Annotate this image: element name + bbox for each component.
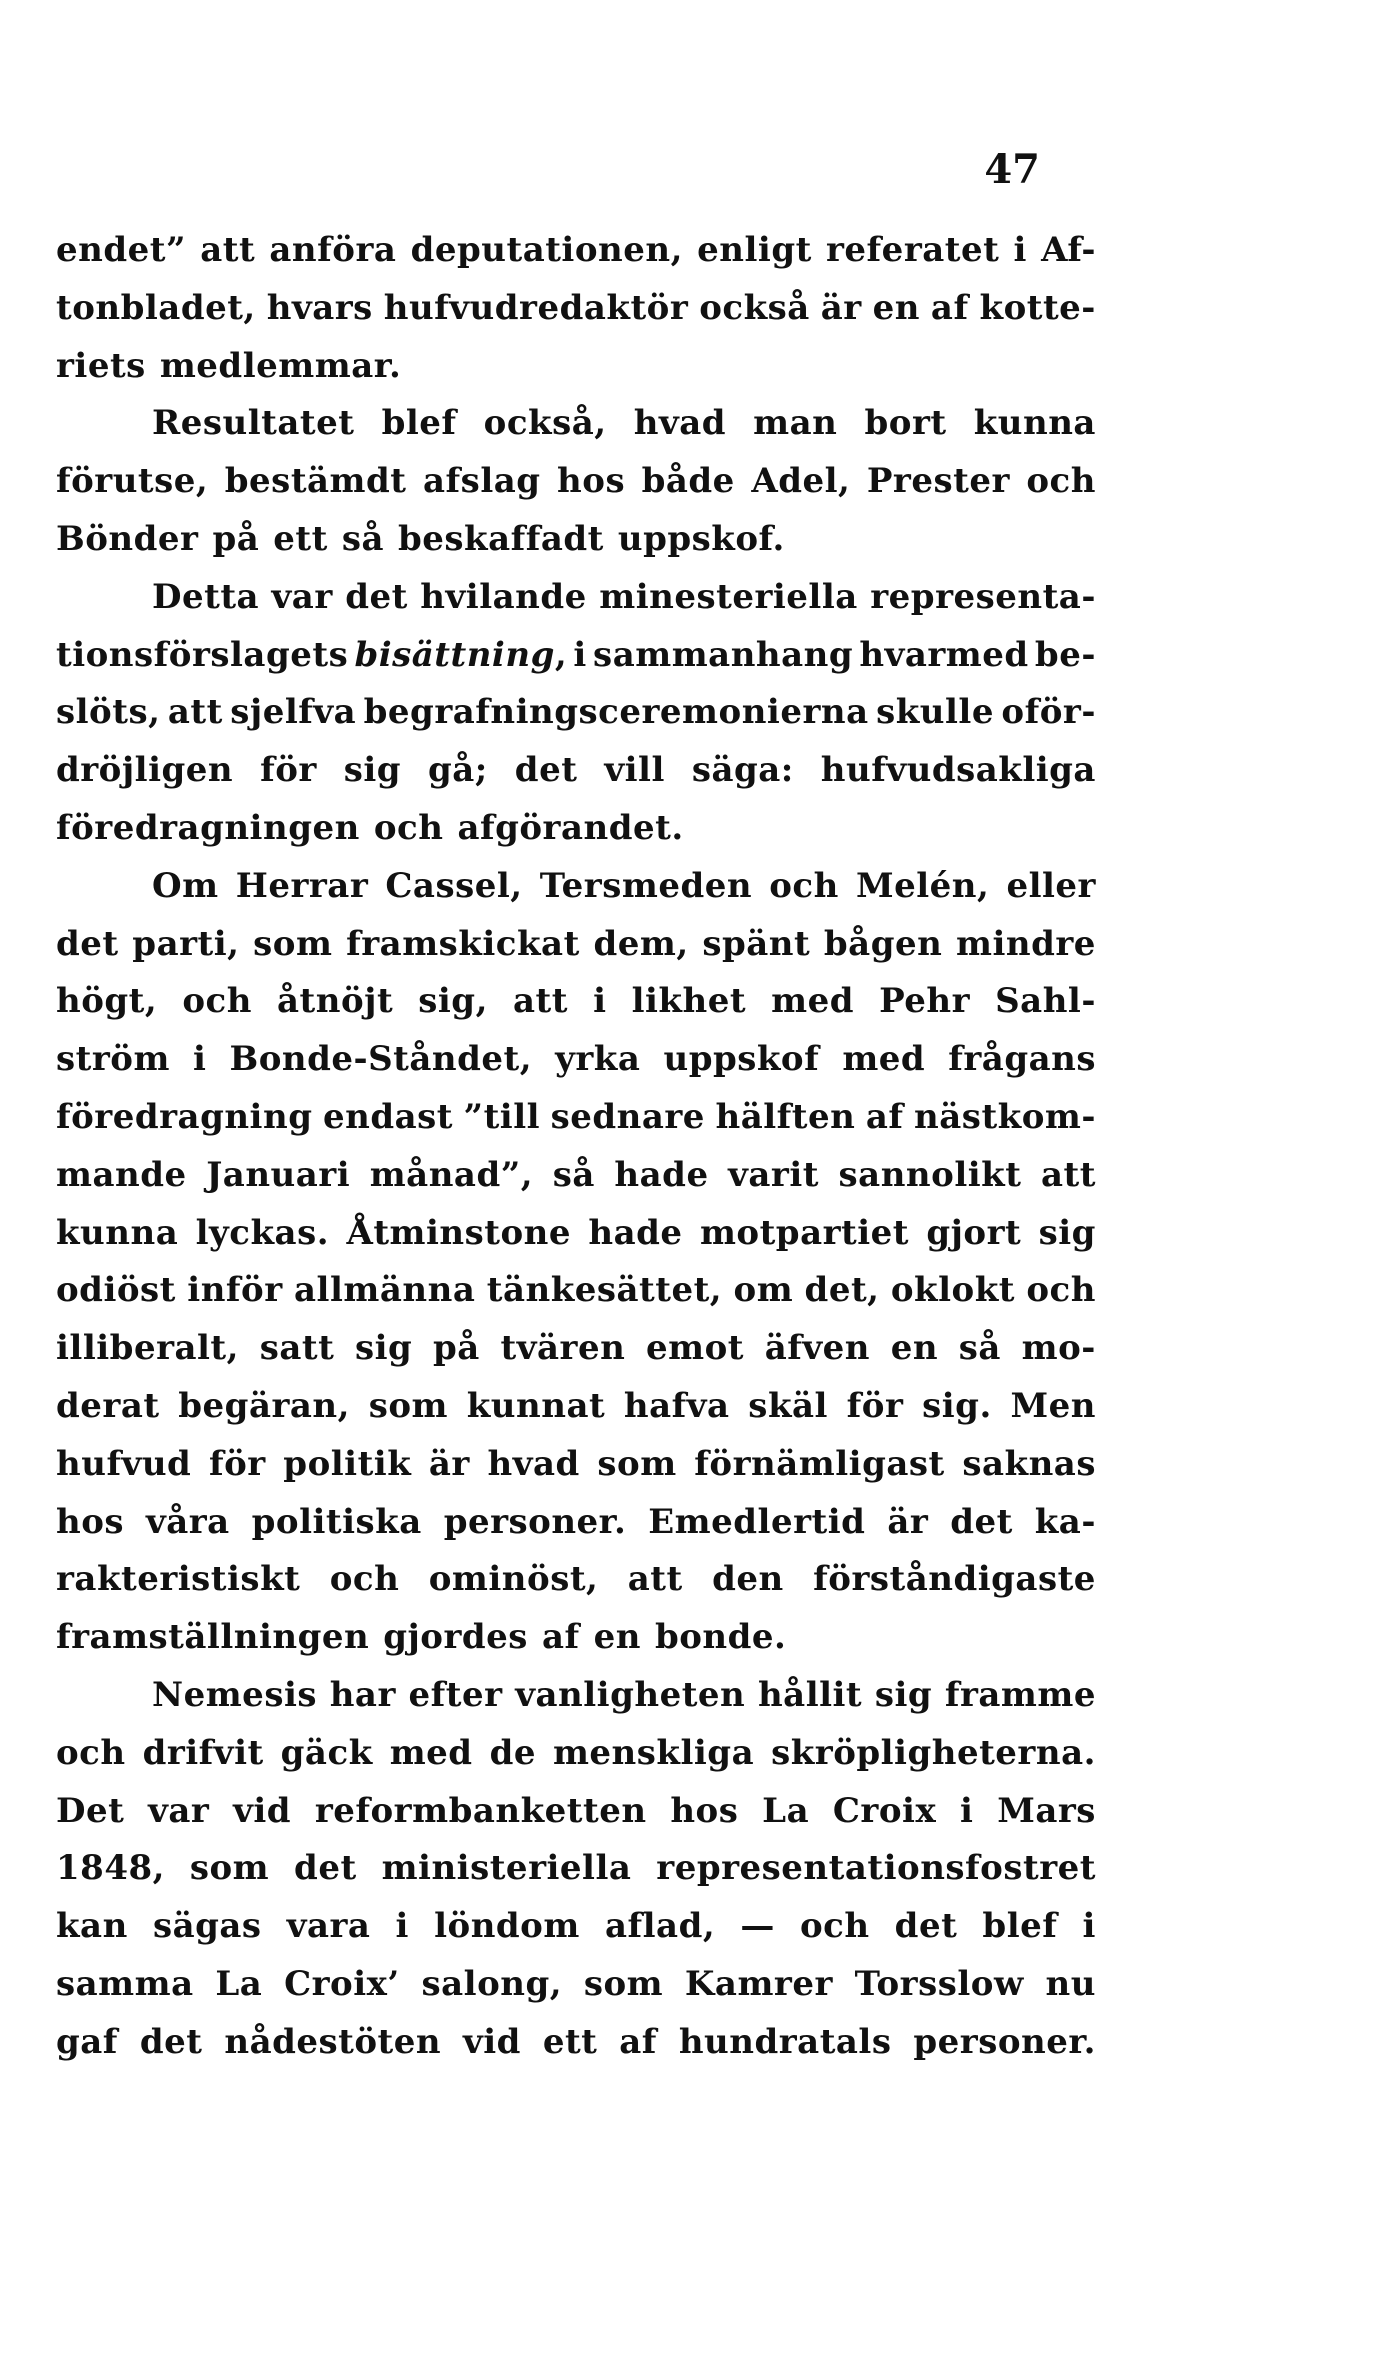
word: Nemesis <box>152 1674 318 1715</box>
word: menskliga <box>552 1732 755 1773</box>
word: och <box>769 865 839 906</box>
word: slöts, <box>56 692 161 733</box>
word: så <box>341 518 384 559</box>
word: satt <box>259 1328 335 1369</box>
word: hvilande <box>420 576 587 617</box>
word: afslag <box>423 461 541 502</box>
text-line <box>56 1956 1096 2014</box>
word: Af- <box>1041 230 1096 270</box>
word: förnämligast <box>694 1443 945 1484</box>
text-line <box>56 569 1096 627</box>
word: de <box>489 1732 536 1773</box>
word: lyckas. <box>195 1212 330 1253</box>
word: La <box>215 1963 263 2004</box>
word: skulle <box>876 692 994 733</box>
word: och <box>1026 1270 1096 1311</box>
word: nu <box>1045 1963 1096 2004</box>
text-line <box>56 1667 1096 1725</box>
word: tvären <box>500 1328 626 1369</box>
text-line <box>56 511 1096 569</box>
word: enligt <box>697 230 812 270</box>
word: bisättning, <box>354 634 568 675</box>
word: sig <box>1038 1212 1096 1253</box>
text-line <box>56 627 1096 685</box>
word: dröjligen <box>56 750 234 791</box>
word: på <box>212 518 260 559</box>
word: hos <box>670 1790 739 1831</box>
word: som <box>368 1385 449 1426</box>
word: afgörandet. <box>457 807 684 848</box>
word: också, <box>483 403 607 444</box>
text-line <box>56 916 1096 974</box>
word: Om <box>152 865 219 906</box>
word: ministeriella <box>381 1848 632 1889</box>
text-line <box>56 858 1096 916</box>
word: efter <box>408 1674 503 1715</box>
word: Sahl- <box>995 981 1096 1022</box>
word: Mars <box>997 1790 1096 1831</box>
word: och <box>56 1732 126 1773</box>
body-text <box>56 222 1096 2072</box>
word: parti, <box>132 923 240 964</box>
word: Herrar <box>235 865 369 906</box>
word: ström <box>56 1039 170 1080</box>
word: spänt <box>702 923 811 964</box>
word: — <box>740 1906 775 1947</box>
word: föredragningen <box>56 807 360 848</box>
word: och <box>373 807 444 848</box>
word: den <box>712 1559 784 1600</box>
word: hos <box>56 1501 125 1542</box>
text-line <box>56 684 1096 742</box>
word: kan <box>56 1906 128 1947</box>
word: ominöst, <box>428 1559 599 1600</box>
word: varit <box>728 1154 819 1195</box>
word: är <box>887 1501 929 1542</box>
word: både <box>641 461 735 502</box>
word: ka- <box>1034 1501 1096 1542</box>
word: Men <box>1010 1385 1096 1426</box>
word: kotte- <box>979 287 1096 328</box>
word: Åtminstone <box>346 1212 572 1253</box>
word: Januari <box>206 1154 351 1195</box>
word: mande <box>56 1154 187 1195</box>
word: att <box>1040 1154 1096 1195</box>
word: blef <box>982 1906 1058 1947</box>
word: reformbanketten <box>314 1790 647 1831</box>
word: representa- <box>870 576 1096 617</box>
text-line <box>56 280 1096 338</box>
word: Bonde-Ståndet, <box>229 1039 533 1080</box>
word: det <box>56 923 119 964</box>
word: sig. <box>922 1385 992 1426</box>
word: sig, <box>418 981 488 1022</box>
word: hvars <box>266 287 373 328</box>
word: personer. <box>443 1501 627 1542</box>
text-line <box>56 1494 1096 1552</box>
word: af <box>930 287 969 328</box>
word: endet” <box>56 230 187 270</box>
text-line <box>56 1147 1096 1205</box>
word: allmänna <box>294 1270 476 1311</box>
word: framme <box>944 1674 1096 1715</box>
text-line <box>56 1089 1096 1147</box>
word: att <box>513 981 568 1022</box>
word: var <box>148 1790 210 1831</box>
text-line <box>56 1436 1096 1494</box>
text-line <box>56 1320 1096 1378</box>
word: framställningen <box>56 1617 370 1658</box>
word: Croix’ <box>284 1963 400 2004</box>
word: nådestöten <box>224 2021 442 2062</box>
word: och <box>182 981 252 1022</box>
word: i <box>593 981 607 1022</box>
word: af <box>541 1617 580 1658</box>
word: på <box>433 1328 480 1369</box>
word: vid <box>462 2021 521 2062</box>
text-line <box>56 1378 1096 1436</box>
word: ett <box>273 518 328 559</box>
word: gaf <box>56 2021 118 2062</box>
word: blef <box>381 403 457 444</box>
word: våra <box>145 1501 230 1542</box>
word: mo- <box>1021 1328 1096 1369</box>
word: om <box>733 1270 794 1311</box>
word: det <box>514 750 578 791</box>
word: och <box>799 1906 870 1947</box>
word: sjelfva <box>230 692 357 733</box>
word: skröpligheterna. <box>771 1732 1096 1773</box>
word: af <box>865 1096 904 1137</box>
word: politik <box>283 1443 412 1484</box>
word: uppskof <box>663 1039 820 1080</box>
word: i <box>1013 230 1027 270</box>
word: salong, <box>421 1963 563 2004</box>
word: oklokt <box>890 1270 1015 1311</box>
word: och <box>1026 461 1096 502</box>
word: sednare <box>550 1096 705 1137</box>
word: likhet <box>631 981 747 1022</box>
word: framskickat <box>346 923 580 964</box>
word: oför- <box>1001 692 1096 733</box>
word: be- <box>1034 634 1096 675</box>
word: förståndigaste <box>813 1559 1096 1600</box>
word: gå; <box>428 750 488 791</box>
word: Kamrer <box>684 1963 833 2004</box>
word: La <box>762 1790 810 1831</box>
word: Bönder <box>56 518 199 559</box>
word: en <box>872 287 920 328</box>
word: för <box>846 1385 904 1426</box>
word: sannolikt <box>838 1154 1022 1195</box>
word: vill <box>604 750 665 791</box>
word: Pehr <box>879 981 971 1022</box>
word: nästkom- <box>914 1096 1096 1137</box>
word: för <box>208 1443 266 1484</box>
word: som <box>583 1963 664 2004</box>
word: inför <box>187 1270 283 1311</box>
word: har <box>329 1674 396 1715</box>
word: ett <box>542 2021 598 2062</box>
word: också <box>699 287 810 328</box>
text-line <box>56 338 1096 396</box>
word: det <box>139 2021 203 2062</box>
word: tonbladet, <box>56 287 256 328</box>
word: att <box>200 230 256 270</box>
word: gäck <box>280 1732 373 1773</box>
word: Prester <box>866 461 1010 502</box>
word: som <box>189 1848 270 1889</box>
word: bågen <box>823 923 943 964</box>
word: referatet <box>826 230 1000 270</box>
word: motpartiet <box>699 1212 909 1253</box>
word: Resultatet <box>152 403 355 444</box>
word: af <box>619 2021 657 2062</box>
word: sig <box>874 1674 933 1715</box>
word: sig <box>343 750 402 791</box>
word: personer. <box>913 2021 1096 2062</box>
text-line <box>56 1840 1096 1898</box>
word: hufvudsakliga <box>820 750 1096 791</box>
word: åtnöjt <box>277 981 394 1022</box>
word: Det <box>56 1790 125 1831</box>
word: är <box>428 1443 470 1484</box>
word: Croix <box>832 1790 937 1831</box>
word: bonde. <box>654 1617 787 1658</box>
text-line <box>56 2014 1096 2072</box>
word: så <box>958 1328 1001 1369</box>
word: Cassel, <box>385 865 523 906</box>
word: i <box>1082 1906 1096 1947</box>
word: förutse, <box>56 461 209 502</box>
text-line <box>56 1609 1096 1667</box>
word: hvad <box>633 403 727 444</box>
word: beskaffadt <box>397 518 604 559</box>
text-line <box>56 973 1096 1031</box>
word: gjordes <box>383 1617 528 1658</box>
word: så <box>552 1154 595 1195</box>
text-line <box>56 1551 1096 1609</box>
word: samma <box>56 1963 194 2004</box>
word: minesteriella <box>599 576 858 617</box>
word: frågans <box>948 1039 1096 1080</box>
word: vid <box>233 1790 292 1831</box>
word: högt, <box>56 981 158 1022</box>
word: eller <box>1006 865 1096 906</box>
word: och <box>329 1559 400 1600</box>
word: hälften <box>715 1096 856 1137</box>
word: sig <box>354 1328 413 1369</box>
word: ”till <box>463 1096 541 1137</box>
word: det, <box>804 1270 880 1311</box>
word: bort <box>864 403 947 444</box>
word: i <box>395 1906 409 1947</box>
word: saknas <box>962 1443 1096 1484</box>
word: som <box>597 1443 677 1484</box>
word: äfven <box>764 1328 870 1369</box>
word: hufvud <box>56 1443 192 1484</box>
word: tionsförslagets <box>56 634 349 675</box>
word: skäl <box>748 1385 828 1426</box>
word: deputationen, <box>410 230 683 270</box>
word: vanligheten <box>515 1674 746 1715</box>
word: representationsfostret <box>656 1848 1096 1889</box>
word: tänkesättet, <box>486 1270 723 1311</box>
word: hållit <box>757 1674 863 1715</box>
page-number: 47 <box>984 146 1040 193</box>
word: hade <box>614 1154 709 1195</box>
word: dem, <box>593 923 689 964</box>
word: uppskof. <box>617 518 785 559</box>
word: begäran, <box>178 1385 350 1426</box>
word: 1848, <box>56 1848 165 1889</box>
word: det <box>345 576 408 617</box>
word: det <box>950 1501 1013 1542</box>
word: aflad, <box>604 1906 716 1947</box>
word: derat <box>56 1385 160 1426</box>
word: löndom <box>434 1906 580 1947</box>
text-line <box>56 1205 1096 1263</box>
word: för <box>260 750 317 791</box>
word: Tersmeden <box>539 865 753 906</box>
word: begrafningsceremonierna <box>363 692 869 733</box>
word: var <box>271 576 333 617</box>
word: hafva <box>623 1385 730 1426</box>
word: kunna <box>973 403 1096 444</box>
text-line <box>56 222 1096 280</box>
word: emot <box>646 1328 745 1369</box>
word: att <box>627 1559 683 1600</box>
word: med <box>842 1039 926 1080</box>
word: mindre <box>956 923 1096 964</box>
word: som <box>253 923 333 964</box>
word: bestämdt <box>224 461 407 502</box>
word: sammanhang <box>593 634 854 675</box>
word: endast <box>323 1096 454 1137</box>
word: hufvudredaktör <box>383 287 689 328</box>
word: kunna <box>56 1212 179 1253</box>
word: man <box>753 403 838 444</box>
word: hos <box>557 461 626 502</box>
word: Emedlertid <box>648 1501 866 1542</box>
word: är <box>820 287 862 328</box>
word: med <box>389 1732 473 1773</box>
word: Adel, <box>751 461 851 502</box>
word: drifvit <box>142 1732 264 1773</box>
word: hvarmed <box>859 634 1029 675</box>
text-line <box>56 1262 1096 1320</box>
word: en <box>593 1617 641 1658</box>
word: Melén, <box>855 865 990 906</box>
word: det <box>294 1848 357 1889</box>
text-line <box>56 1031 1096 1089</box>
word: hvad <box>487 1443 580 1484</box>
word: föredragning <box>56 1096 313 1137</box>
word: säga: <box>691 750 794 791</box>
text-line <box>56 453 1096 511</box>
word: riets <box>56 345 146 386</box>
word: hade <box>588 1212 683 1253</box>
word: vara <box>286 1906 371 1947</box>
word: gjort <box>926 1212 1022 1253</box>
word: i <box>960 1790 974 1831</box>
word: yrka <box>555 1039 641 1080</box>
word: med <box>771 981 855 1022</box>
word: Torsslow <box>854 1963 1024 2004</box>
text-line <box>56 395 1096 453</box>
word: odiöst <box>56 1270 176 1311</box>
word: rakteristiskt <box>56 1559 301 1600</box>
word: hundratals <box>678 2021 892 2062</box>
word: politiska <box>251 1501 422 1542</box>
text-line <box>56 800 1096 858</box>
word: anföra <box>269 230 397 270</box>
word: medlemmar. <box>159 345 402 386</box>
word: månad”, <box>369 1154 534 1195</box>
text-line <box>56 742 1096 800</box>
word: illiberalt, <box>56 1328 239 1369</box>
text-line <box>56 1898 1096 1956</box>
word: i <box>192 1039 207 1080</box>
word: Detta <box>152 576 260 617</box>
word: en <box>890 1328 939 1369</box>
text-line <box>56 1725 1096 1783</box>
text-line <box>56 1783 1096 1841</box>
word: det <box>894 1906 958 1947</box>
word: kunnat <box>466 1385 606 1426</box>
word: sägas <box>152 1906 262 1947</box>
word: i <box>573 634 587 675</box>
word: att <box>167 692 223 733</box>
